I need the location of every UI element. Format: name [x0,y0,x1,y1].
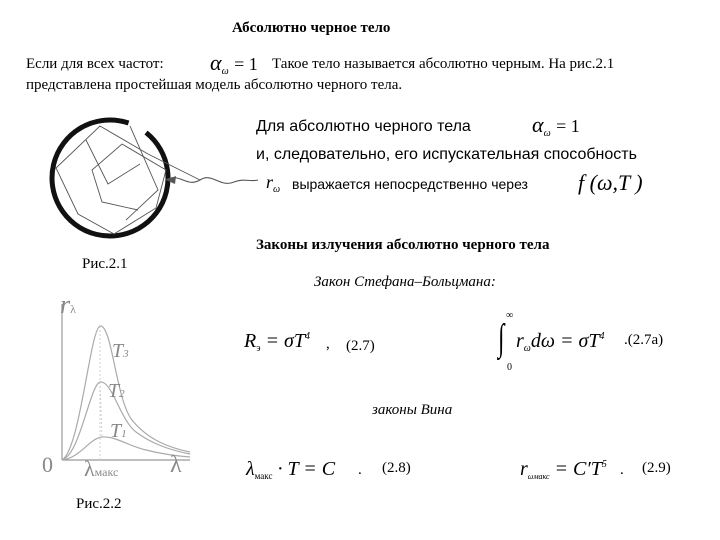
eq27a-label: .(2.7a) [624,332,664,348]
eq27a-dw: dω = σT [530,330,600,352]
t2-letter: T [108,380,120,402]
eq27a-r: r [516,330,524,352]
eq27-label: (2.7) [346,338,375,354]
emissivity-symbol [266,172,280,195]
function-f: f (ω,T ) [578,170,643,195]
laws-title: Законы излучения абсолютно черного тела [256,237,550,253]
right-alpha-subscript: ω [543,128,551,139]
right-alpha-symbol: α [532,112,544,137]
condition-formula [210,50,258,77]
stefan-title: Закон Стефана–Больцмана: [314,274,496,290]
intro-line2: представлена простейшая модель абсолютно черного тела. [26,77,403,93]
eq-2-7a [516,330,604,354]
eq27a-r-sub: ω [523,343,531,354]
right-line1: Для абсолютно черного тела [256,118,471,135]
eq29-r: r [520,458,528,480]
fig2-lambda-max [84,456,118,482]
eq27-sup: 4 [305,331,310,342]
integral-sign: ∫ [498,317,505,359]
eq29-r-sub: ωмакс [527,472,550,481]
r-symbol: r [266,172,274,192]
eq27-lhs: R [244,330,257,352]
fig2-y-sub: λ [70,302,76,316]
fig2-label-t2 [108,380,125,403]
t1-sub: 1 [121,428,127,440]
right-line3: выражается непосредственно через [292,176,528,192]
ray-paths [56,126,200,234]
t3-letter: T [112,340,124,362]
fig2-origin: 0 [42,452,53,477]
intro-line1-end: Такое тело называется абсолютно черным. На рис.2.1 [272,56,615,72]
right-line2: и, следовательно, его испускательная способность [256,146,637,163]
wien-title: законы Вина [372,402,453,418]
intro-line1-start: Если для всех частот: [26,56,164,72]
alpha-subscript: ω [221,66,229,77]
r-subscript: ω [273,184,281,195]
fig2-label-t1 [110,420,127,443]
eq28-lambda: λ [246,458,255,480]
figure1-caption: Рис.2.1 [82,256,128,272]
lambda-max-guides [100,326,102,460]
eq-2-8 [246,458,335,481]
condition-rhs: = 1 [234,54,258,74]
page-title: Абсолютно черное тело [232,20,391,36]
eq27-lhs-sub: э [256,343,261,354]
lambda-max-sub: макс [94,465,119,479]
eq-2-7 [244,330,310,354]
incoming-ray-wave [166,178,258,184]
eq-2-9 [520,458,607,481]
eq28-lambda-sub: макс [254,471,273,481]
eq28-dot: . [358,462,362,478]
right-alpha-formula [532,112,580,139]
eq27a-lower: 0 [507,362,512,373]
eq27-comma: , [326,336,330,352]
alpha-symbol: α [210,50,222,75]
fig2-y-label [60,290,76,320]
fig2-x-label: λ [170,452,182,478]
eq29-sup: 5 [601,459,607,470]
eq27-rhs: = σT [265,330,305,352]
t1-letter: T [110,420,122,442]
fig2-label-t3 [112,340,129,363]
eq29-dot: . [620,462,624,478]
lambda-max-symbol: λ [84,456,95,481]
eq27a-sup: 4 [599,331,605,342]
figure2-caption: Рис.2.2 [76,496,122,512]
eq29-label: (2.9) [642,460,671,476]
eq27a-upper: ∞ [506,310,514,321]
fig2-y-symbol: r [60,290,71,319]
t3-sub: 3 [123,348,129,360]
eq29-rest: = C′T [554,458,602,480]
t2-sub: 2 [119,388,125,400]
right-alpha-rhs: = 1 [556,116,580,136]
eq28-label: (2.8) [382,460,411,476]
eq28-rest: · T = C [277,458,336,480]
